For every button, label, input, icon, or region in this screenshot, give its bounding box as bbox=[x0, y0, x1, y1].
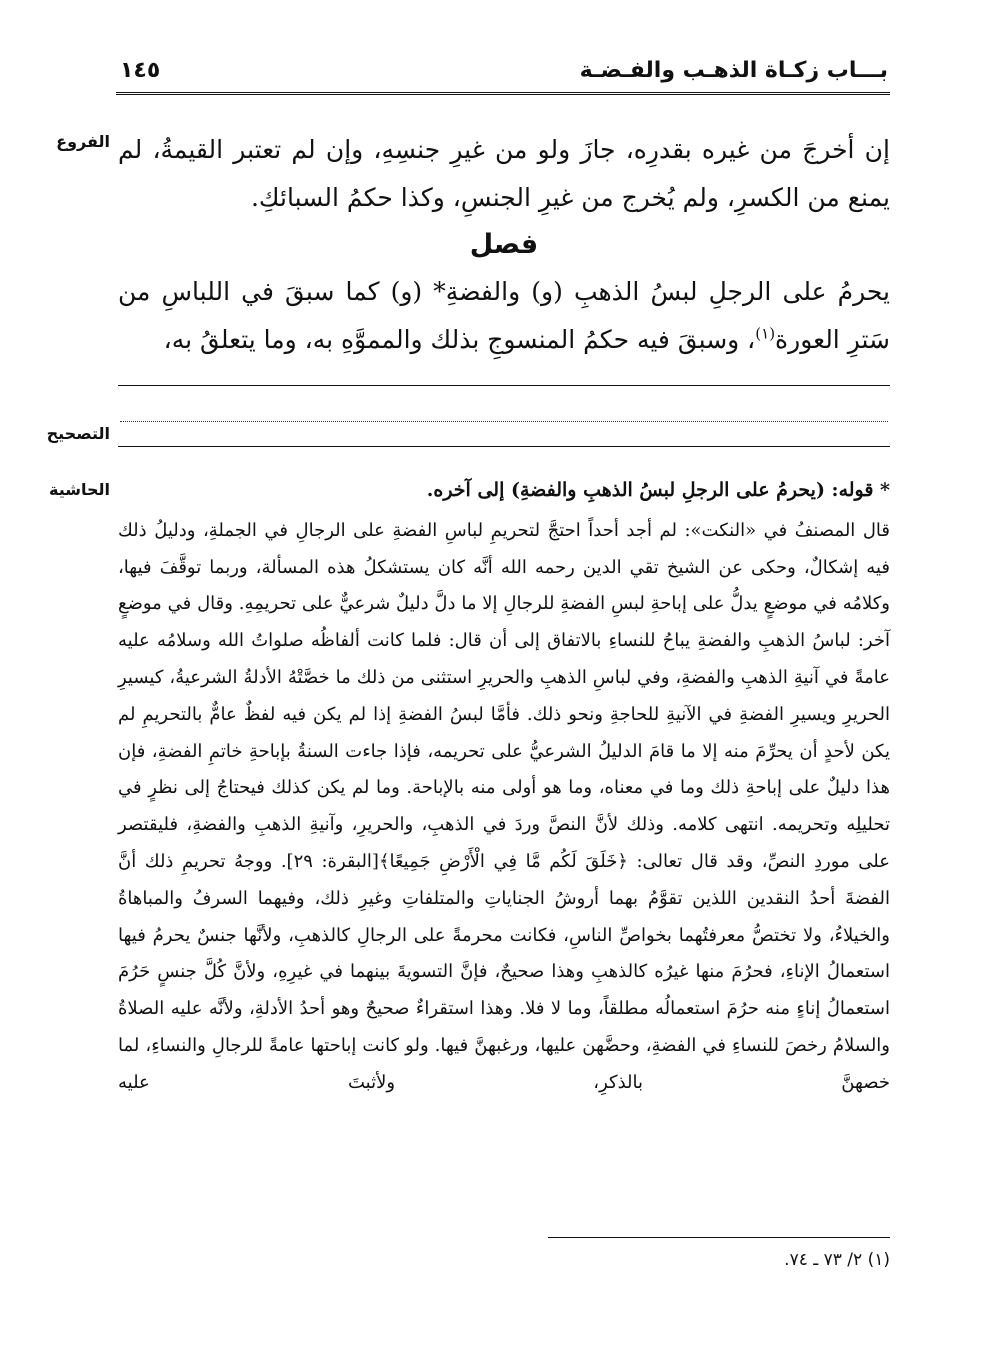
running-head bbox=[118, 56, 888, 92]
header-rule bbox=[116, 92, 890, 95]
tashih-rule bbox=[118, 446, 890, 447]
main-text-rule bbox=[118, 385, 890, 386]
main-paragraph-2-continued: ، وسبقَ فيه حكمُ المنسوجِ بذلك والمموَّهِ به، وما يتعلقُ به، bbox=[163, 325, 756, 354]
main-paragraph-1: إن أخرجَ من غيره بقدرِه، جازَ ولو من غيرِ جنسِهِ، وإن لم تعتبر القيمةُ، لم يمنع من الكسرِ، ولم يُخرج من غيرِ الجنسِ، وكذا حكمُ السبائكِ. bbox=[118, 135, 890, 212]
commentary-lemma: * قوله: (يحرمُ على الرجلِ لبسُ الذهبِ والفضةِ) إلى آخره. bbox=[426, 479, 890, 501]
label-furu: الفروع bbox=[56, 132, 110, 151]
footnote: (١) ٢/ ٧٣ ـ ٧٤. bbox=[784, 1250, 890, 1270]
footnote-reference: (١) bbox=[755, 324, 776, 343]
commentary-body: قال المصنفُ في «النكت»: لم أجد أحداً احتجَّ لتحريمِ لباسِ الفضةِ على الرجالِ في الجملةِ، ودليلُ ذلك فيه إشكالٌ، وحكى عن الشيخ تقي الدين رحمه الله أنَّه كان يستشكلُ هذه المسألة، وربما توقَّفَ فيها، وكلامُه في موضعٍ يدلُّ على إباحةِ لبسِ الفضةِ للرجالِ إلا ما دلَّ دليلٌ شرعيٌّ على تحريمِهِ. وقال في موضعٍ آخر: لباسُ الذهبِ والفضةِ يباحُ للنساءِ بالاتفاق إلى أن قال: فلما كانت ألفاظُه صلواتُ الله وسلامُه عليه عامةً في آنيةِ الذهبِ والفضةِ، وفي لباسِ الذهبِ والحريرِ استثنى من ذلك ما خصَّتْهُ الأدلةُ الشرعيةُ، كيسيرِ الحريرِ ويسيرِ الفضةِ في الآنيةِ للحاجةِ ونحو ذلك. فأمَّا لبسُ الفضةِ إذا لم يكن فيه لفظٌ عامٌّ بالتحريمِ لم يكن لأحدٍ أن يحرِّمَ منه إلا ما قامَ الدليلُ الشرعيُّ على تحريمه، فإذا جاءت السنةُ بإباحةِ خاتمِ الفضةِ، فإن هذا دليلٌ على إباحةِ ذلك وما في معناه، وما هو أولى منه بالإباحة. وما لم يكن كذلك فيحتاجُ إلى نظرٍ في تحليلِه وتحريمه. انتهى كلامه. وذلك لأنَّ النصَّ وردَ في الذهبِ، والحريرِ، وآنيةِ الذهبِ والفضةِ، فليقتصر على موردِ النصِّ، وقد قال تعالى: ﴿خَلَقَ لَكُم مَّا فِي الْأَرْضِ جَمِيعًا﴾[البقرة: ٢٩]. ووجهُ تحريمِ ذلك أنَّ الفضةَ أحدُ النقدين اللذين تقوَّمُ بهما أروشُ الجناياتِ والمتلفاتِ وغيرِ ذلك، وفيهما السرفُ والمباهاةُ والخيلاءُ، ولا تختصُّ معرفتُهما بخواصِّ الناسِ، فكانت محرمةً على الرجالِ كالذهبِ، ولأنَّها جنسٌ يحرمُ فيها استعمالُ الإناءِ، فحرُمَ منها غيرُه كالذهبِ وهذا صحيحٌ، فإنَّ التسويةَ بينهما في غيرِهِ، ولأنَّ كُلَّ جنسٍ حَرُمَ استعمالُ إناءٍ منه حرُمَ استعمالُه مطلقاً، وما لا فلا. وهذا استقراءٌ صحيحٌ وهو أحدُ الأدلةِ، ولأنَّه عليه الصلاةُ والسلامُ رخصَ للنساءِ في الفضةِ، وحضَّهن عليها، ورغبهنَّ فيها. ولو كانت إباحتها عامةً للرجالِ والنساءِ، لما خصهنَّ بالذكرِ، ولأثبتَ عليه bbox=[118, 519, 891, 1093]
section-heading: فصل bbox=[469, 229, 539, 260]
label-hashiya: الحاشية bbox=[49, 480, 110, 499]
label-tashih: التصحيح bbox=[46, 424, 110, 443]
main-paragraph-2-text: يحرمُ على الرجلِ لبسُ الذهبِ (و) والفضةِ* (و) كما سبقَ في اللباسِ من سَترِ العورة bbox=[118, 277, 890, 354]
tashih-dotted-line bbox=[120, 421, 888, 422]
footnote-rule bbox=[548, 1237, 890, 1238]
chapter-title: بـــاب زكـاة الذهـب والفـضـة bbox=[579, 58, 888, 83]
page-number: ١٤٥ bbox=[120, 58, 161, 83]
main-text bbox=[118, 126, 890, 364]
main-paragraph-2 bbox=[118, 268, 890, 364]
hashiya-commentary bbox=[118, 472, 890, 1102]
